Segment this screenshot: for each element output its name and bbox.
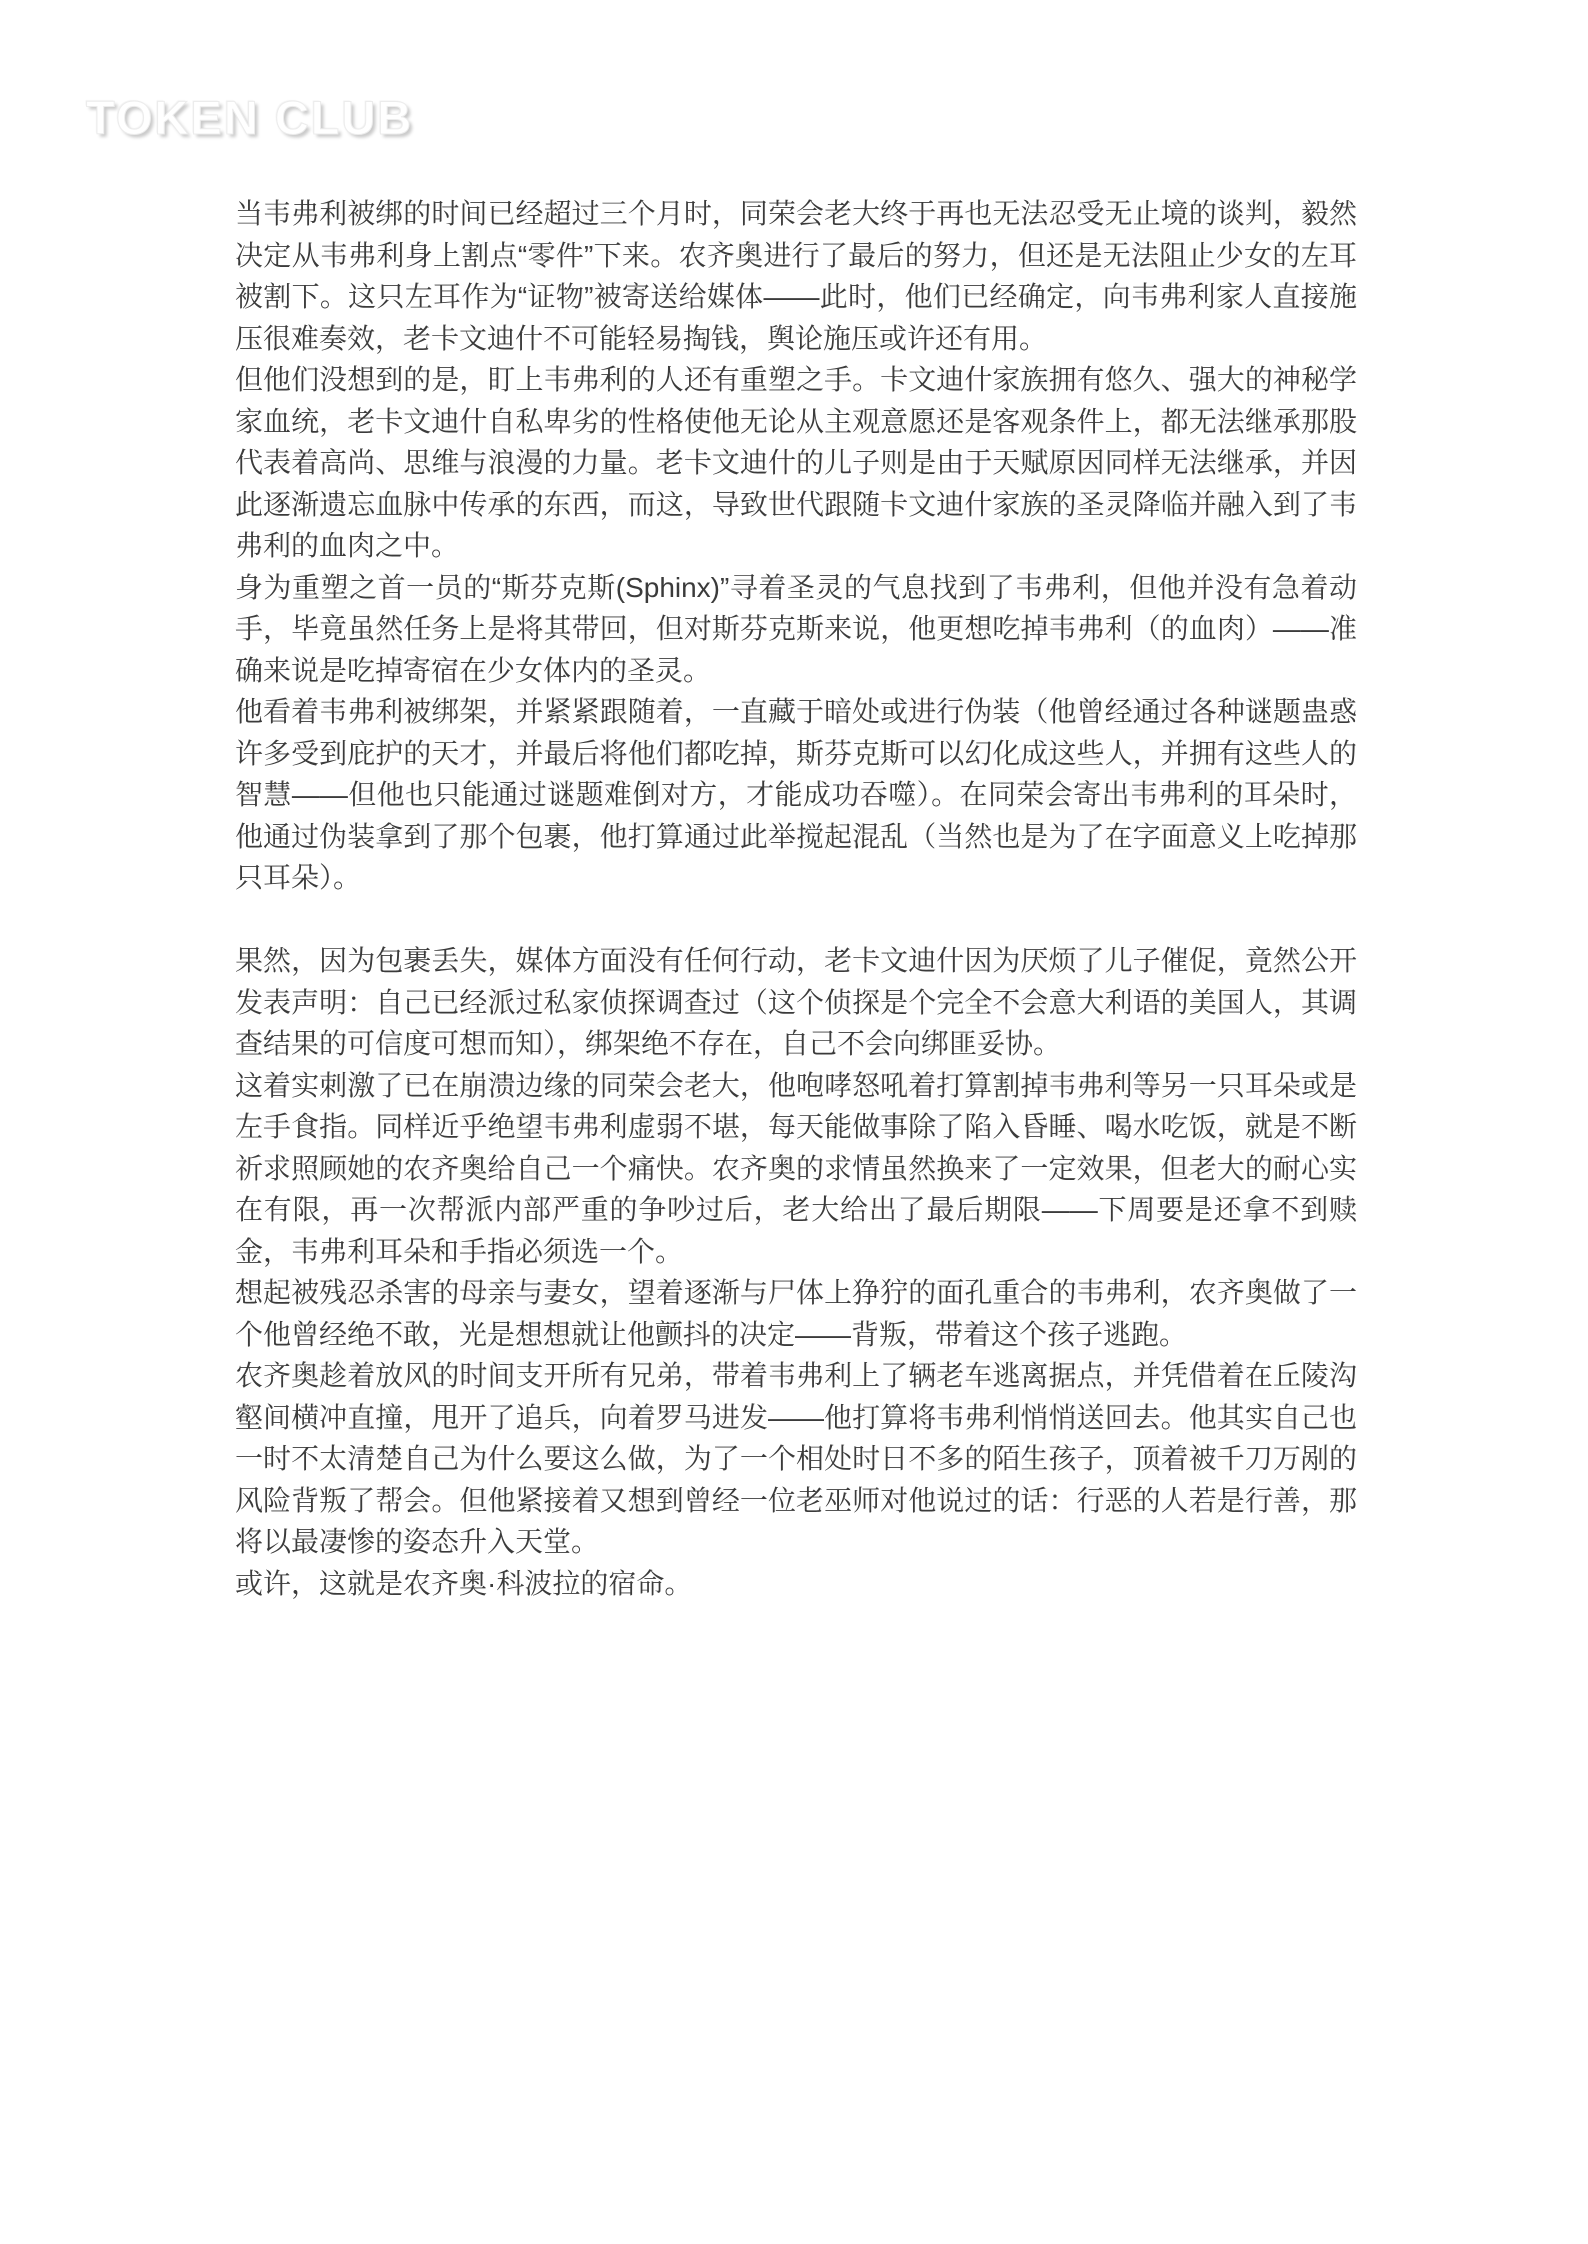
paragraph: 农齐奥趁着放风的时间支开所有兄弟，带着韦弗利上了辆老车逃离据点，并凭借着在丘陵沟壑间横冲直撞，甩开了追兵，向着罗马进发——他打算将韦弗利悄悄送回去。他其实自己也一时不太清楚自己为什么要这么做，为了一个相处时日不多的陌生孩子，顶着被千刀万剐的风险背叛了帮会。但他紧接着又想到曾经一位老巫师对他说过的话：行恶的人若是行善，那将以最凄惨的姿态升入天堂。 <box>235 1360 1357 1557</box>
paragraph: 身为重塑之首一员的“斯芬克斯(Sphinx)”寻着圣灵的气息找到了韦弗利，但他并没有急着动手，毕竟虽然任务上是将其带回，但对斯芬克斯来说，他更想吃掉韦弗利（的血肉）——准确来说是吃掉寄宿在少女体内的圣灵。 <box>235 571 1357 686</box>
token-club-watermark: TOKEN CLUB <box>86 91 414 144</box>
paragraph: 当韦弗利被绑的时间已经超过三个月时，同荣会老大终于再也无法忍受无止境的谈判，毅然决定从韦弗利身上割点“零件”下来。农齐奥进行了最后的努力，但还是无法阻止少女的左耳被割下。这只左耳作为“证物”被寄送给媒体——此时，他们已经确定，向韦弗利家人直接施压很难奏效，老卡文迪什不可能轻易掏钱，舆论施压或许还有用。 <box>235 198 1357 354</box>
article-body <box>235 193 1357 1604</box>
paragraph: 或许，这就是农齐奥·科波拉的宿命。 <box>235 1567 693 1599</box>
paragraph: 果然，因为包裹丢失，媒体方面没有任何行动，老卡文迪什因为厌烦了儿子催促，竟然公开发表声明：自己已经派过私家侦探调查过（这个侦探是个完全不会意大利语的美国人，其调查结果的可信度可想而知），绑架绝不存在，自己不会向绑匪妥协。 <box>235 945 1357 1059</box>
paragraph: 这着实刺激了已在崩溃边缘的同荣会老大，他咆哮怒吼着打算割掉韦弗利等另一只耳朵或是左手食指。同样近乎绝望韦弗利虚弱不堪，每天能做事除了陷入昏睡、喝水吃饭，就是不断祈求照顾她的农齐奥给自己一个痛快。农齐奥的求情虽然换来了一定效果，但老大的耐心实在有限，再一次帮派内部严重的争吵过后，老大给出了最后期限——下周要是还拿不到赎金，韦弗利耳朵和手指必须选一个。 <box>235 1069 1357 1267</box>
paragraph: 但他们没想到的是，盯上韦弗利的人还有重塑之手。卡文迪什家族拥有悠久、强大的神秘学家血统，老卡文迪什自私卑劣的性格使他无论从主观意愿还是客观条件上，都无法继承那股代表着高尚、思维与浪漫的力量。老卡文迪什的儿子则是由于天赋原因同样无法继承，并因此逐渐遗忘血脉中传承的东西，而这，导致世代跟随卡文迪什家族的圣灵降临并融入到了韦弗利的血肉之中。 <box>235 364 1357 561</box>
paragraph: 想起被残忍杀害的母亲与妻女，望着逐渐与尸体上狰狞的面孔重合的韦弗利，农齐奥做了一个他曾经绝不敢，光是想想就让他颤抖的决定——背叛，带着这个孩子逃跑。 <box>235 1277 1357 1350</box>
paragraph: 他看着韦弗利被绑架，并紧紧跟随着，一直藏于暗处或进行伪装（他曾经通过各种谜题蛊惑许多受到庇护的天才，并最后将他们都吃掉，斯芬克斯可以幻化成这些人，并拥有这些人的智慧——但他也只能通过谜题难倒对方，才能成功吞噬）。在同荣会寄出韦弗利的耳朵时，他通过伪装拿到了那个包裹，他打算通过此举搅起混乱（当然也是为了在字面意义上吃掉那只耳朵）。 <box>235 696 1357 893</box>
